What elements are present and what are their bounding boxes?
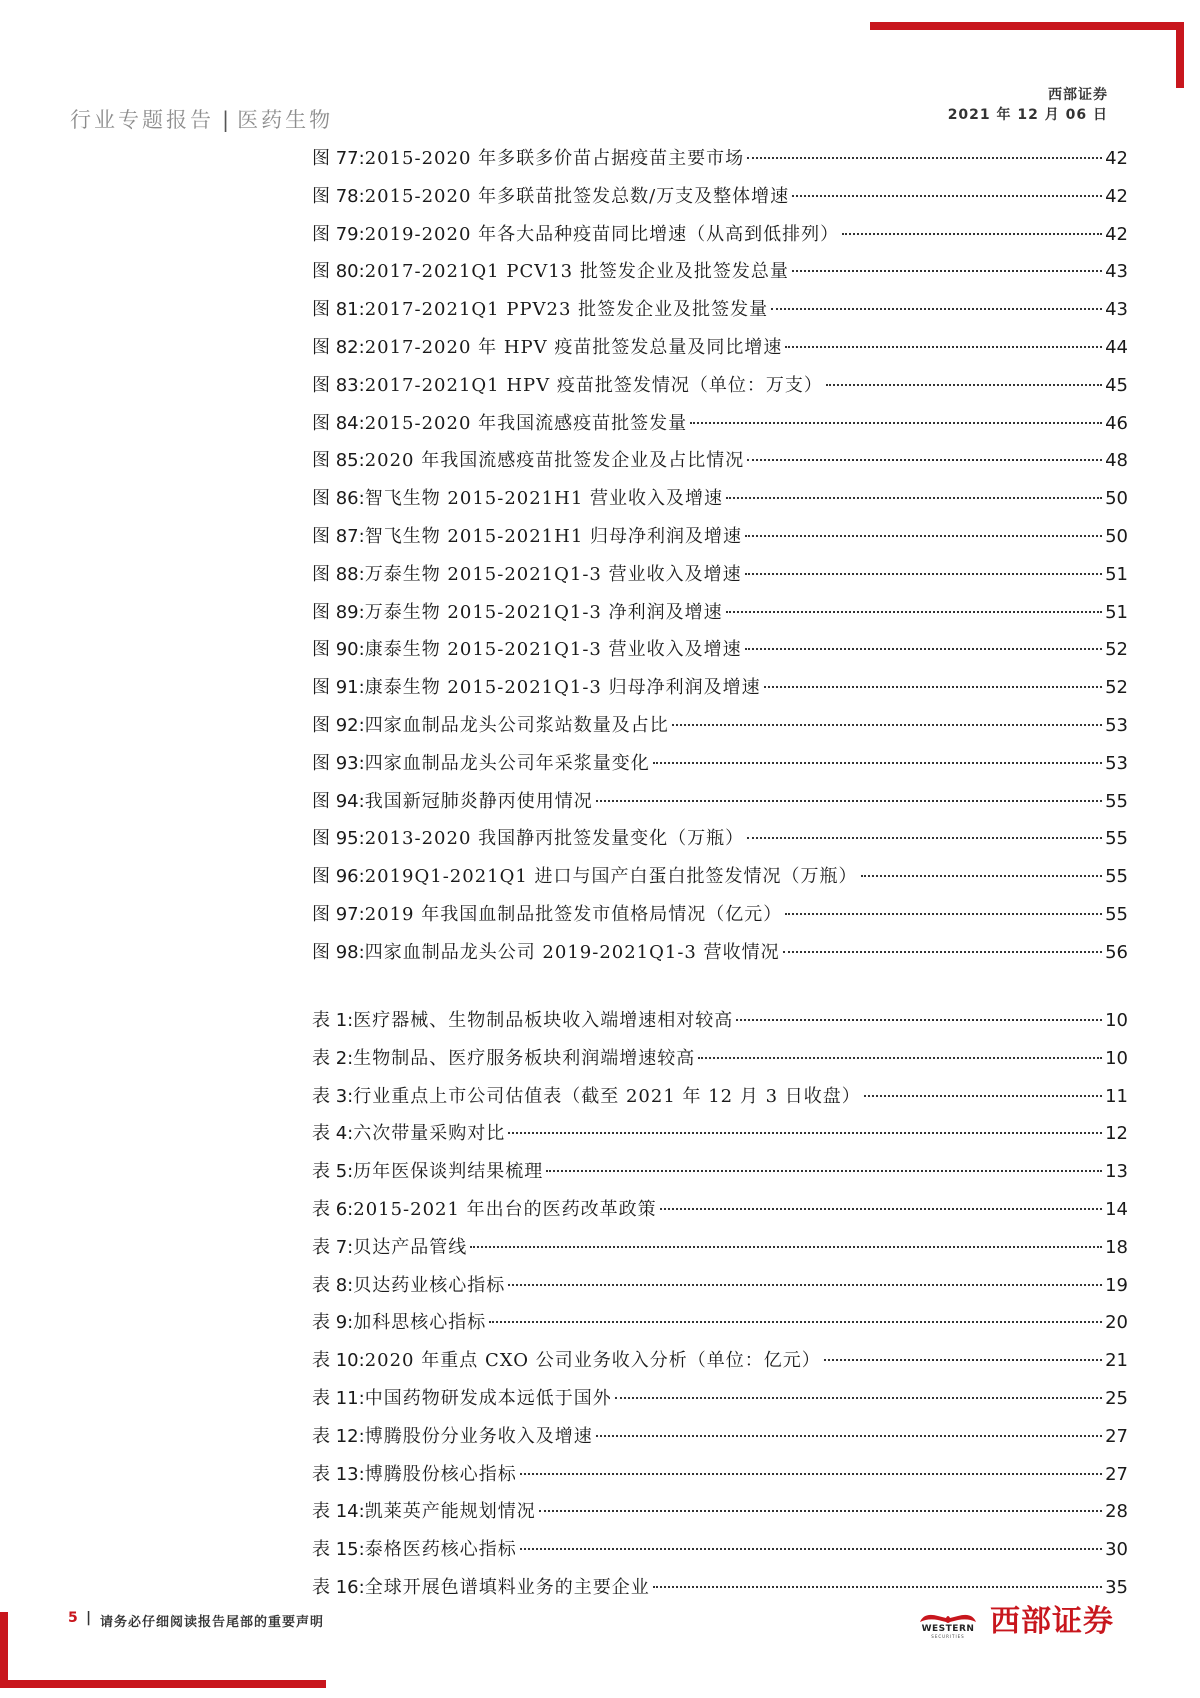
table-toc-entry-title: 全球开展色谱填料业务的主要企业 (364, 1576, 650, 1598)
table-toc-entry-label: 表 11: (312, 1387, 365, 1409)
logo-emblem (918, 1610, 978, 1639)
table-toc-entry-page-number: 27 (1105, 1425, 1128, 1447)
dot-leader (615, 1397, 1102, 1399)
figure-toc-entry-page-number: 43 (1105, 299, 1128, 321)
figure-toc-list (312, 140, 1128, 972)
table-toc-entry-title: 医疗器械、生物制品板块收入端增速相对较高 (353, 1010, 734, 1031)
figure-toc-entry-page-number: 46 (1105, 412, 1128, 434)
dot-leader (508, 1284, 1102, 1286)
table-toc-entry-title: 博腾股份核心指标 (364, 1463, 517, 1485)
figure-toc-entry-title: 四家血制品龙头公司年采浆量变化 (364, 752, 650, 774)
dot-leader (660, 1208, 1102, 1210)
figure-toc-entry[interactable] (312, 405, 1128, 443)
figure-toc-entry[interactable] (312, 669, 1128, 707)
figure-toc-entry[interactable] (312, 140, 1128, 178)
dot-leader (726, 611, 1103, 613)
figure-toc-entry-label: 图 94: (312, 790, 365, 812)
dot-leader (546, 1170, 1102, 1172)
table-toc-entry-page-number: 21 (1105, 1350, 1128, 1372)
figure-toc-entry-label: 图 87: (312, 525, 365, 547)
table-toc-entry[interactable] (312, 1304, 1128, 1342)
figure-toc-entry[interactable] (312, 631, 1128, 669)
table-toc-entry-label: 表 13: (312, 1463, 365, 1485)
dot-leader (792, 270, 1102, 272)
table-toc-entry[interactable] (312, 1418, 1128, 1456)
figure-toc-entry-page-number: 43 (1105, 261, 1128, 283)
figure-toc-entry-page-number: 48 (1105, 450, 1128, 472)
table-toc-entry-page-number: 18 (1105, 1236, 1128, 1258)
figure-toc-entry[interactable] (312, 745, 1128, 783)
table-toc-entry[interactable] (312, 1267, 1128, 1305)
figure-toc-entry-label: 图 81: (312, 299, 365, 321)
table-toc-entry-label: 表 14: (312, 1501, 365, 1523)
table-toc-entry-label: 表 2: (312, 1047, 354, 1069)
figure-toc-entry-page-number: 50 (1105, 488, 1128, 510)
table-toc-entry-title: 六次带量采购对比 (353, 1123, 506, 1145)
dot-leader (861, 875, 1103, 877)
figure-toc-entry-title: 2019-2020 年各大品种疫苗同比增速（从高到低排列） (364, 223, 840, 245)
corner-frame-bottom-left-vertical (0, 1612, 8, 1688)
table-toc-entry-title: 行业重点上市公司估值表（截至 2021 年 12 月 3 日收盘） (353, 1085, 861, 1107)
company-logo (918, 1596, 1114, 1640)
footer-page-number: 5 (68, 1610, 78, 1626)
figure-toc-entry-label: 图 93: (312, 752, 365, 774)
table-toc-entry-label: 表 15: (312, 1539, 365, 1561)
figure-toc-entry-page-number: 53 (1105, 714, 1128, 736)
figure-toc-entry-label: 图 83: (312, 374, 365, 396)
figure-toc-entry-title: 康泰生物 2015-2021Q1-3 营业收入及增速 (364, 639, 742, 661)
footer-disclaimer: 请务必仔细阅读报告尾部的重要声明 (100, 1615, 325, 1630)
table-toc-entry-label: 表 6: (312, 1198, 354, 1220)
dot-leader (726, 497, 1102, 499)
table-toc-entry-title: 贝达药业核心指标 (353, 1274, 506, 1296)
table-toc-entry-page-number: 27 (1105, 1463, 1128, 1485)
table-toc-entry-page-number: 20 (1105, 1312, 1128, 1334)
figure-toc-entry-title: 2017-2020 年 HPV 疫苗批签发总量及同比增速 (364, 336, 783, 358)
figure-toc-entry[interactable] (312, 216, 1128, 254)
dot-leader (596, 800, 1102, 802)
figure-toc-entry[interactable] (312, 253, 1128, 291)
figure-toc-entry-label: 图 84: (312, 412, 365, 434)
figure-toc-entry-page-number: 55 (1105, 903, 1128, 925)
dot-leader (520, 1473, 1102, 1475)
figure-toc-entry-label: 图 92: (312, 714, 365, 736)
figure-toc-entry[interactable] (312, 367, 1128, 405)
dot-leader (508, 1132, 1102, 1134)
figure-toc-entry-title: 2019 年我国血制品批签发市值格局情况（亿元） (364, 903, 783, 925)
figure-toc-entry-page-number: 55 (1105, 790, 1128, 812)
corner-frame-top-right-horizontal (870, 22, 1184, 30)
figure-toc-entry-label: 图 98: (312, 941, 365, 963)
figure-toc-entry-label: 图 96: (312, 866, 365, 888)
figure-toc-entry-label: 图 77: (312, 148, 365, 169)
table-toc-entry-page-number: 30 (1105, 1539, 1128, 1561)
figure-toc-entry-page-number: 42 (1105, 185, 1128, 207)
figure-toc-entry-title: 2015-2020 年我国流感疫苗批签发量 (364, 412, 688, 434)
dot-leader (842, 233, 1102, 235)
dot-leader (520, 1548, 1102, 1550)
figure-toc-entry[interactable] (312, 858, 1128, 896)
table-toc-entry-title: 贝达产品管线 (353, 1236, 468, 1258)
figure-toc-entry[interactable] (312, 594, 1128, 632)
header-separator: | (222, 108, 230, 132)
table-toc-entry[interactable] (312, 1342, 1128, 1380)
table-toc-entry-page-number: 11 (1105, 1085, 1128, 1107)
figure-toc-entry-page-number: 42 (1105, 148, 1128, 169)
logo-english-name: WESTERN (921, 1623, 975, 1634)
table-toc-entry[interactable] (312, 1078, 1128, 1116)
figure-toc-entry-page-number: 51 (1105, 563, 1128, 585)
figure-toc-entry-title: 2017-2021Q1 PPV23 批签发企业及批签发量 (364, 299, 769, 321)
figure-toc-entry-page-number: 45 (1105, 374, 1128, 396)
figure-toc-entry[interactable] (312, 707, 1128, 745)
dot-leader (745, 535, 1102, 537)
figure-toc-entry-title: 智飞生物 2015-2021H1 营业收入及增速 (364, 488, 723, 510)
table-toc-entry-label: 表 7: (312, 1236, 354, 1258)
figure-toc-entry-label: 图 95: (312, 828, 365, 850)
figure-toc-entry-label: 图 79: (312, 223, 365, 245)
figure-toc-entry-title: 2015-2020 年多联苗批签发总数/万支及整体增速 (364, 185, 790, 207)
figure-toc-entry-title: 2013-2020 我国静丙批签发量变化（万瓶） (364, 828, 745, 850)
dot-leader (698, 1057, 1102, 1059)
figure-toc-entry-page-number: 42 (1105, 223, 1128, 245)
dot-leader (783, 951, 1103, 953)
table-toc-entry[interactable] (312, 1229, 1128, 1267)
figure-toc-entry-page-number: 56 (1105, 941, 1128, 963)
table-toc-entry[interactable] (312, 1531, 1128, 1569)
dot-leader (653, 1586, 1102, 1588)
table-toc-entry-page-number: 28 (1105, 1501, 1128, 1523)
figure-toc-entry-page-number: 55 (1105, 866, 1128, 888)
figure-toc-entry-label: 图 86: (312, 488, 365, 510)
table-toc-entry-title: 生物制品、医疗服务板块利润端增速较高 (353, 1047, 696, 1069)
figure-toc-entry-title: 万泰生物 2015-2021Q1-3 净利润及增速 (364, 601, 723, 623)
figure-toc-entry-title: 2017-2021Q1 PCV13 批签发企业及批签发总量 (364, 261, 789, 283)
dot-leader (792, 195, 1102, 197)
table-toc-entry[interactable] (312, 1153, 1128, 1191)
figure-toc-entry-label: 图 90: (312, 639, 365, 661)
table-toc-entry-title: 中国药物研发成本远低于国外 (364, 1387, 612, 1409)
table-toc-entry-label: 表 4: (312, 1123, 354, 1145)
dot-leader (771, 308, 1102, 310)
figure-toc-entry[interactable] (312, 896, 1128, 934)
table-toc-entry-page-number: 19 (1105, 1274, 1128, 1296)
dot-leader (747, 837, 1102, 839)
dot-leader (489, 1321, 1102, 1323)
table-toc-entry[interactable] (312, 1493, 1128, 1531)
dot-leader (596, 1435, 1102, 1437)
figure-toc-entry[interactable] (312, 820, 1128, 858)
table-toc-entry-label: 表 1: (312, 1010, 354, 1031)
figure-toc-entry-label: 图 88: (312, 563, 365, 585)
table-toc-entry[interactable] (312, 1380, 1128, 1418)
table-toc-entry-title: 泰格医药核心指标 (364, 1539, 517, 1561)
table-toc-entry-page-number: 12 (1105, 1123, 1128, 1145)
figure-toc-entry-page-number: 52 (1105, 677, 1128, 699)
header-company-name: 西部证券 (1048, 87, 1108, 103)
dot-leader (826, 384, 1102, 386)
table-toc-entry-title: 历年医保谈判结果梳理 (353, 1161, 544, 1183)
figure-toc-entry-label: 图 91: (312, 677, 365, 699)
table-toc-entry-title: 加科思核心指标 (353, 1312, 487, 1334)
figure-toc-entry-title: 2017-2021Q1 HPV 疫苗批签发情况（单位：万支） (364, 374, 823, 396)
dot-leader (653, 762, 1102, 764)
figure-toc-entry-label: 图 80: (312, 261, 365, 283)
figure-toc-entry-page-number: 55 (1105, 828, 1128, 850)
figure-toc-entry-label: 图 89: (312, 601, 365, 623)
figure-toc-entry[interactable] (312, 178, 1128, 216)
corner-frame-bottom-left-horizontal (0, 1680, 326, 1688)
table-toc-entry-page-number: 25 (1105, 1387, 1128, 1409)
figure-toc-entry-label: 图 85: (312, 450, 365, 472)
figure-toc-entry-title: 2020 年我国流感疫苗批签发企业及占比情况 (364, 450, 745, 472)
figure-toc-entry-title: 康泰生物 2015-2021Q1-3 归母净利润及增速 (364, 677, 761, 699)
table-toc-entry[interactable] (312, 1191, 1128, 1229)
logo-chinese-name: 西部证券 (990, 1604, 1114, 1639)
table-toc-entry[interactable] (312, 1040, 1128, 1078)
figure-toc-entry-title: 我国新冠肺炎静丙使用情况 (364, 790, 593, 812)
corner-frame-top-right-vertical (1176, 22, 1184, 88)
table-toc-entry-title: 凯莱英产能规划情况 (364, 1501, 536, 1523)
table-toc-entry-label: 表 8: (312, 1274, 354, 1296)
table-toc-entry-page-number: 10 (1105, 1047, 1128, 1069)
bull-horns-icon (918, 1610, 978, 1624)
table-toc-entry-title: 2020 年重点 CXO 公司业务收入分析（单位：亿元） (364, 1350, 821, 1372)
figure-toc-entry-title: 四家血制品龙头公司浆站数量及占比 (364, 714, 669, 736)
figure-toc-entry-page-number: 53 (1105, 752, 1128, 774)
report-date: 2021 年 12 月 06 日 (947, 107, 1108, 123)
table-toc-entry-label: 表 9: (312, 1312, 354, 1334)
dot-leader (785, 913, 1102, 915)
dot-leader (824, 1359, 1102, 1361)
figure-toc-entry[interactable] (312, 556, 1128, 594)
dot-leader (470, 1246, 1102, 1248)
table-toc-entry-label: 表 16: (312, 1576, 365, 1598)
table-toc-entry-page-number: 13 (1105, 1161, 1128, 1183)
figure-toc-entry-title: 四家血制品龙头公司 2019-2021Q1-3 营收情况 (364, 941, 780, 963)
footer-separator: | (86, 1610, 92, 1626)
logo-english-subname: SECURITIES (931, 1633, 965, 1639)
figure-toc-entry[interactable] (312, 783, 1128, 821)
figure-toc-entry[interactable] (312, 518, 1128, 556)
dot-leader (864, 1095, 1102, 1097)
figure-toc-entry[interactable] (312, 291, 1128, 329)
table-toc-entry-title: 2015-2021 年出台的医药改革政策 (353, 1198, 657, 1220)
dot-leader (672, 724, 1102, 726)
table-toc-entry-title: 博腾股份分业务收入及增速 (364, 1425, 593, 1447)
figure-toc-entry-title: 万泰生物 2015-2021Q1-3 营业收入及增速 (364, 563, 742, 585)
figure-toc-entry-title: 智飞生物 2015-2021H1 归母净利润及增速 (364, 525, 742, 547)
figure-toc-entry-label: 图 82: (312, 336, 365, 358)
dot-leader (745, 573, 1103, 575)
table-toc-entry-label: 表 12: (312, 1425, 365, 1447)
figure-toc-entry[interactable] (312, 329, 1128, 367)
table-toc-entry-label: 表 10: (312, 1350, 365, 1372)
dot-leader (785, 346, 1102, 348)
figure-toc-entry-label: 图 78: (312, 185, 365, 207)
dot-leader (736, 1019, 1102, 1021)
table-toc-entry-page-number: 10 (1105, 1010, 1128, 1031)
dot-leader (747, 459, 1102, 461)
figure-toc-entry-page-number: 50 (1105, 525, 1128, 547)
report-sector: 医药生物 (237, 108, 334, 132)
dot-leader (764, 686, 1103, 688)
figure-toc-entry-title: 2015-2020 年多联多价苗占据疫苗主要市场 (364, 148, 745, 169)
dot-leader (745, 648, 1103, 650)
figure-toc-entry-label: 图 97: (312, 903, 365, 925)
table-toc-entry[interactable] (312, 1002, 1128, 1040)
figure-toc-entry-page-number: 51 (1105, 601, 1128, 623)
table-toc-list (312, 1002, 1128, 1607)
dot-leader (539, 1510, 1102, 1512)
report-header (70, 104, 333, 134)
table-toc-entry-label: 表 3: (312, 1085, 354, 1107)
figure-toc-entry-page-number: 44 (1105, 336, 1128, 358)
table-toc-entry-page-number: 35 (1105, 1576, 1128, 1598)
dot-leader (690, 422, 1102, 424)
table-toc-entry-label: 表 5: (312, 1161, 354, 1183)
table-toc-entry[interactable] (312, 1115, 1128, 1153)
figure-toc-entry[interactable] (312, 934, 1128, 972)
report-type: 行业专题报告 (70, 108, 214, 132)
figure-toc-entry[interactable] (312, 442, 1128, 480)
figure-toc-entry-title: 2019Q1-2021Q1 进口与国产白蛋白批签发情况（万瓶） (364, 866, 858, 888)
table-toc-entry-page-number: 14 (1105, 1198, 1128, 1220)
dot-leader (747, 157, 1102, 159)
table-toc-entry[interactable] (312, 1456, 1128, 1494)
figure-toc-entry-page-number: 52 (1105, 639, 1128, 661)
figure-toc-entry[interactable] (312, 480, 1128, 518)
